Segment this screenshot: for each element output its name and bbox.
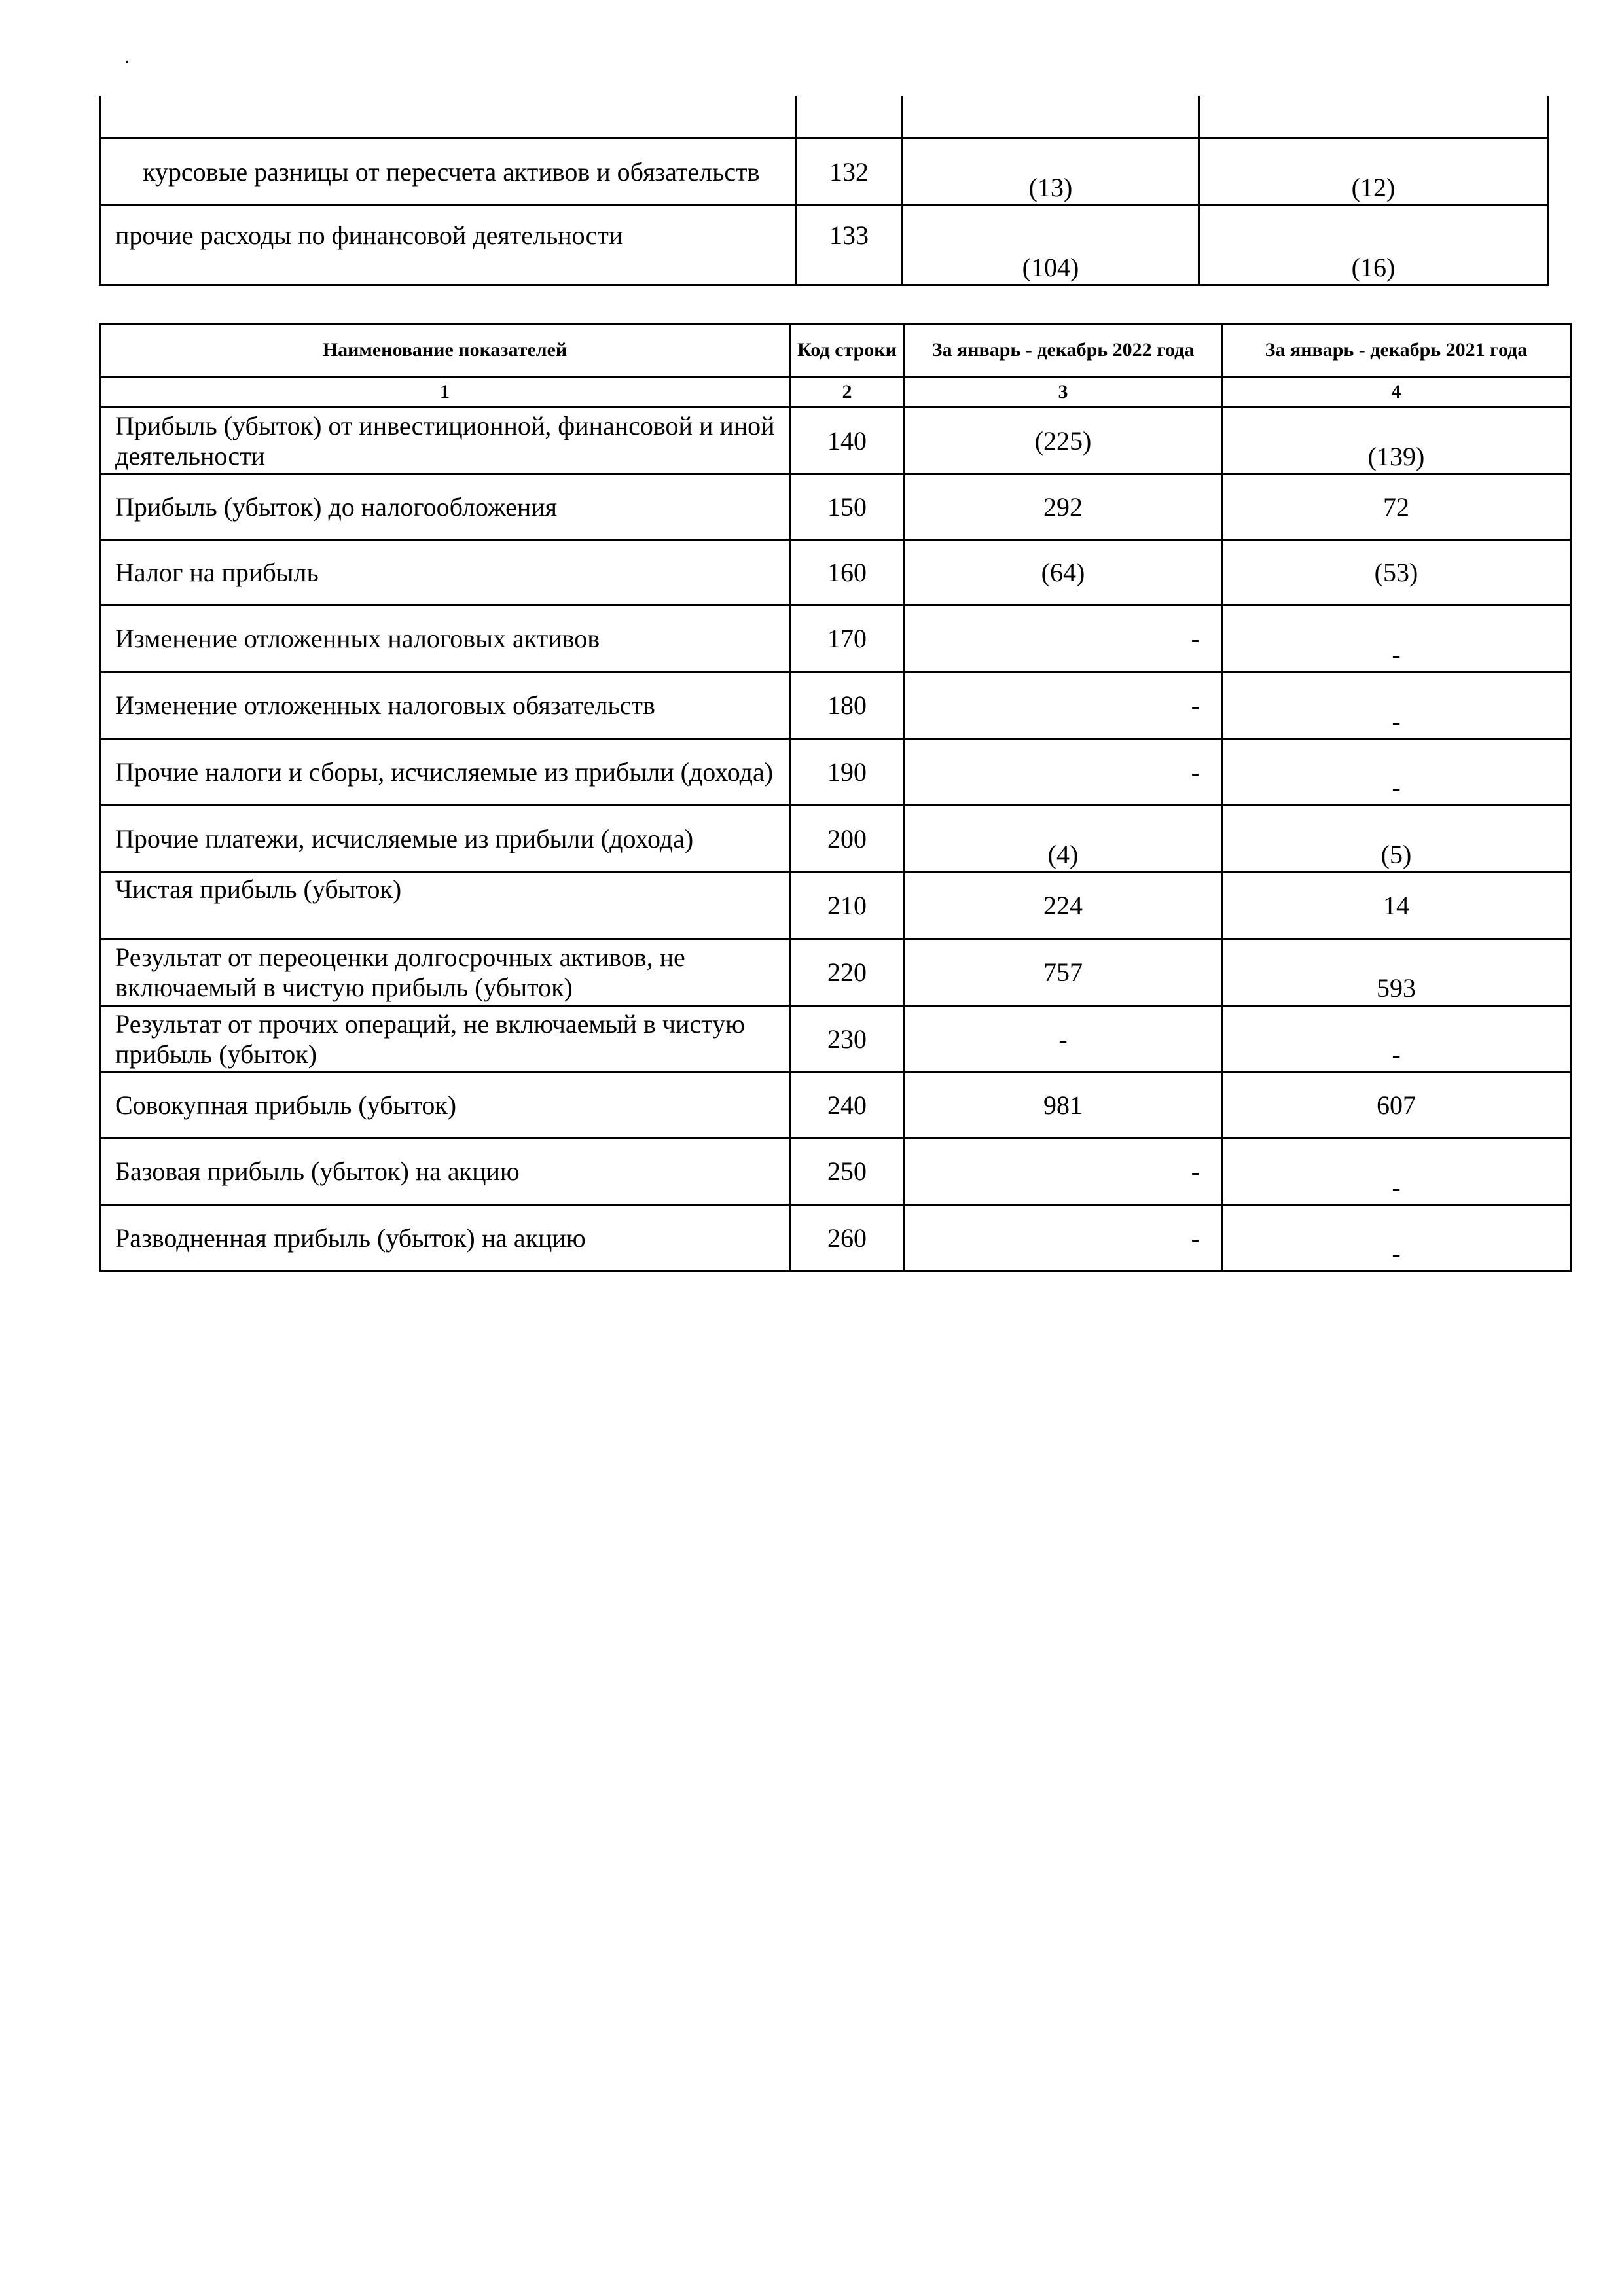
table-row xyxy=(100,1006,1571,1073)
value-2021: - xyxy=(1222,1006,1571,1073)
row-code: 260 xyxy=(790,1205,905,1272)
value-2022: - xyxy=(905,1138,1222,1205)
header-name: Наименование показателей xyxy=(100,324,790,377)
column-number: 3 xyxy=(905,377,1222,408)
table-row xyxy=(100,672,1571,739)
table-row xyxy=(100,1138,1571,1205)
value-2021: 593 xyxy=(1222,939,1571,1006)
value-2022 xyxy=(903,96,1199,139)
table-row xyxy=(100,605,1571,672)
value-2022: - xyxy=(905,1006,1222,1073)
value-2022: - xyxy=(905,605,1222,672)
table-row xyxy=(100,408,1571,475)
table-row xyxy=(100,540,1571,605)
header-2022: За январь - декабрь 2022 года xyxy=(905,324,1222,377)
financial-results-table xyxy=(99,323,1572,1272)
row-label: Базовая прибыль (убыток) на акцию xyxy=(100,1138,790,1205)
value-2021: 72 xyxy=(1222,475,1571,540)
row-label: Изменение отложенных налоговых обязательств xyxy=(100,672,790,739)
value-2021: (53) xyxy=(1222,540,1571,605)
row-code: 133 xyxy=(796,206,903,285)
header-row xyxy=(100,324,1571,377)
value-2021: - xyxy=(1222,605,1571,672)
row-code: 180 xyxy=(790,672,905,739)
value-2021: (16) xyxy=(1199,206,1548,285)
table-row xyxy=(100,475,1571,540)
table-row xyxy=(100,806,1571,872)
value-2022: (13) xyxy=(903,139,1199,206)
table-row xyxy=(100,206,1548,285)
header-2021: За январь - декабрь 2021 года xyxy=(1222,324,1571,377)
row-code: 160 xyxy=(790,540,905,605)
value-2022: 292 xyxy=(905,475,1222,540)
row-label: Прибыль (убыток) от инвестиционной, финансовой и иной деятельности xyxy=(100,408,790,475)
header-code: Код строки xyxy=(790,324,905,377)
value-2022: (4) xyxy=(905,806,1222,872)
row-label: Разводненная прибыль (убыток) на акцию xyxy=(100,1205,790,1272)
table-row xyxy=(100,1073,1571,1138)
column-number: 2 xyxy=(790,377,905,408)
value-2021: - xyxy=(1222,1138,1571,1205)
row-label: Чистая прибыль (убыток) xyxy=(100,872,790,939)
row-label: Результат от прочих операций, не включаемый в чистую прибыль (убыток) xyxy=(100,1006,790,1073)
row-label: Прибыль (убыток) до налогообложения xyxy=(100,475,790,540)
value-2021: - xyxy=(1222,1205,1571,1272)
value-2021: (139) xyxy=(1222,408,1571,475)
value-2022: 757 xyxy=(905,939,1222,1006)
value-2021: - xyxy=(1222,672,1571,739)
row-label: Совокупная прибыль (убыток) xyxy=(100,1073,790,1138)
value-2021: - xyxy=(1222,739,1571,806)
row-label: Изменение отложенных налоговых активов xyxy=(100,605,790,672)
value-2022: (64) xyxy=(905,540,1222,605)
column-number: 1 xyxy=(100,377,790,408)
row-code: 250 xyxy=(790,1138,905,1205)
table-row xyxy=(100,139,1548,206)
row-label: прочие расходы по финансовой деятельности xyxy=(100,206,796,285)
row-label: Прочие платежи, исчисляемые из прибыли (дохода) xyxy=(100,806,790,872)
top-table-continuation xyxy=(99,96,1549,286)
row-label: Результат от переоценки долгосрочных активов, не включаемый в чистую прибыль (убыток) xyxy=(100,939,790,1006)
row-code: 190 xyxy=(790,739,905,806)
value-2021: 14 xyxy=(1222,872,1571,939)
value-2022: 981 xyxy=(905,1073,1222,1138)
row-label: курсовые разницы от пересчета активов и обязательств xyxy=(100,139,796,206)
value-2021: 607 xyxy=(1222,1073,1571,1138)
table-row xyxy=(100,96,1548,139)
table-row xyxy=(100,939,1571,1006)
value-2021 xyxy=(1199,96,1548,139)
value-2022: - xyxy=(905,1205,1222,1272)
row-code: 240 xyxy=(790,1073,905,1138)
row-label xyxy=(100,96,796,139)
row-label: Налог на прибыль xyxy=(100,540,790,605)
page-mark: . xyxy=(124,46,130,67)
row-code: 150 xyxy=(790,475,905,540)
row-code: 200 xyxy=(790,806,905,872)
row-code: 170 xyxy=(790,605,905,672)
row-label: Прочие налоги и сборы, исчисляемые из прибыли (дохода) xyxy=(100,739,790,806)
row-code: 132 xyxy=(796,139,903,206)
row-code: 140 xyxy=(790,408,905,475)
value-2022: (225) xyxy=(905,408,1222,475)
table-row xyxy=(100,1205,1571,1272)
value-2022: - xyxy=(905,739,1222,806)
value-2021: (12) xyxy=(1199,139,1548,206)
row-code: 230 xyxy=(790,1006,905,1073)
row-code: 220 xyxy=(790,939,905,1006)
row-code: 210 xyxy=(790,872,905,939)
value-2021: (5) xyxy=(1222,806,1571,872)
table-row xyxy=(100,739,1571,806)
column-number: 4 xyxy=(1222,377,1571,408)
value-2022: - xyxy=(905,672,1222,739)
row-code xyxy=(796,96,903,139)
table-row xyxy=(100,872,1571,939)
value-2022: (104) xyxy=(903,206,1199,285)
value-2022: 224 xyxy=(905,872,1222,939)
column-number-row xyxy=(100,377,1571,408)
